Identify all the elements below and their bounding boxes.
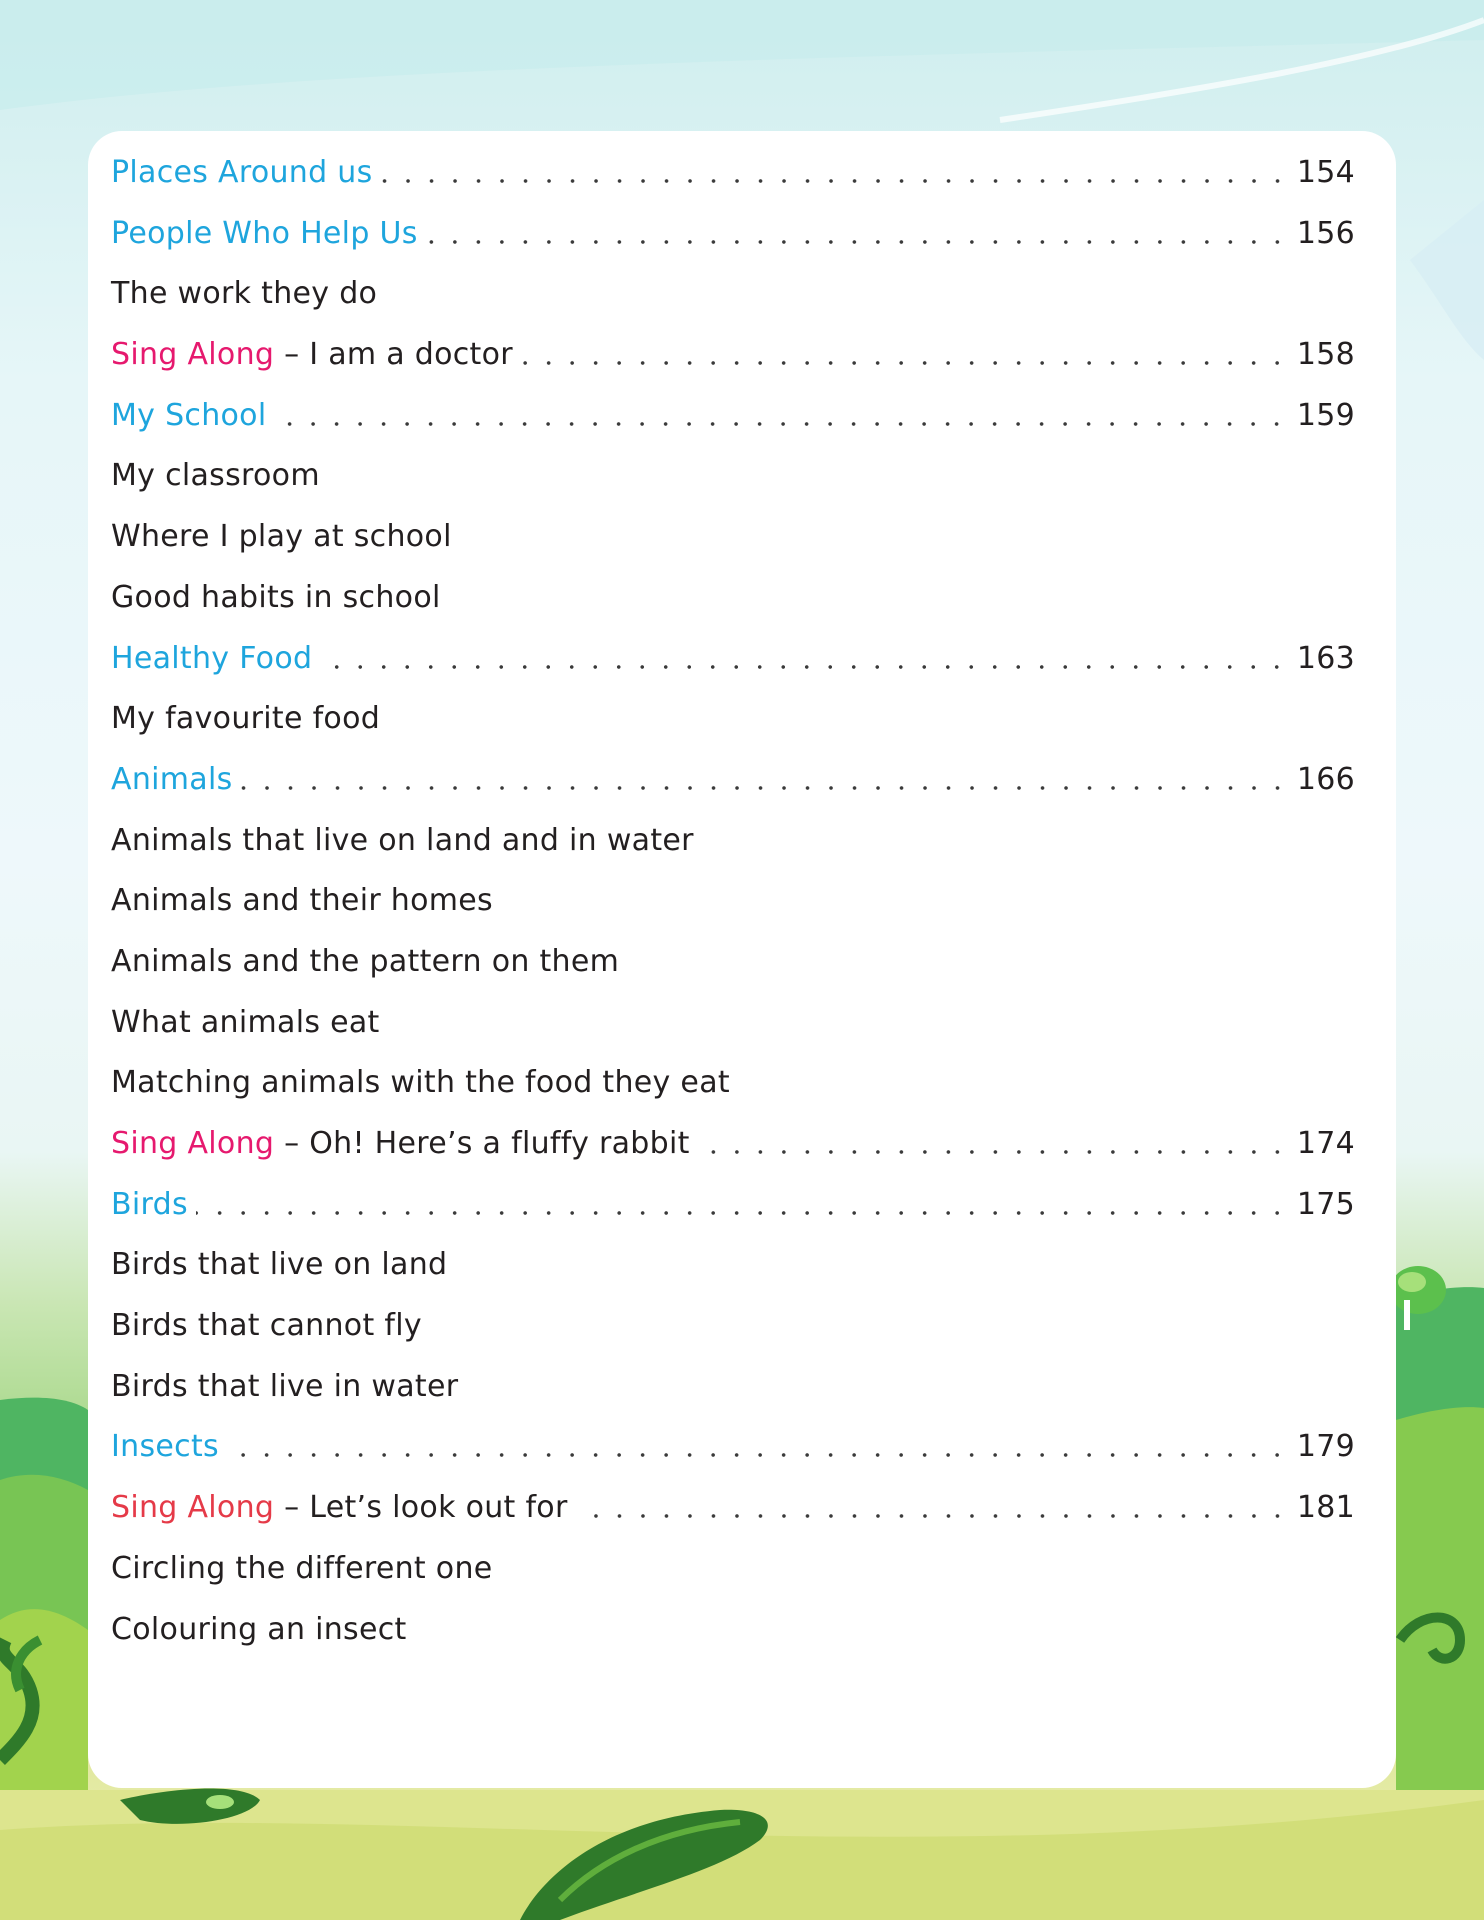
toc-row — [111, 823, 1355, 884]
toc-row[interactable] — [111, 398, 1355, 459]
toc-row[interactable] — [111, 1490, 1355, 1551]
toc-subentry-label: Animals and their homes — [111, 883, 493, 919]
toc-row[interactable] — [111, 1187, 1355, 1248]
toc-row — [111, 1065, 1355, 1126]
page-number: 166 — [1296, 761, 1355, 797]
toc-entry-label: Insects — [111, 1429, 219, 1465]
toc-row — [111, 519, 1355, 580]
toc-row[interactable] — [111, 762, 1355, 823]
toc-row[interactable] — [111, 1429, 1355, 1490]
toc-entry-label: People Who Help Us — [111, 215, 418, 251]
toc-row[interactable] — [111, 1126, 1355, 1187]
dot-leader — [274, 398, 1288, 428]
toc-entry-label: Birds — [111, 1186, 188, 1222]
dot-leader — [320, 641, 1288, 671]
toc-row — [111, 1308, 1355, 1369]
dot-leader — [521, 337, 1289, 367]
page-number: 163 — [1296, 640, 1355, 676]
toc-subentry-label: What animals eat — [111, 1004, 380, 1040]
toc-row — [111, 1005, 1355, 1066]
toc-subentry-label: Birds that live in water — [111, 1368, 459, 1404]
toc-row[interactable] — [111, 216, 1355, 277]
toc-row[interactable] — [111, 337, 1355, 398]
toc-row — [111, 701, 1355, 762]
page-number: 174 — [1296, 1126, 1355, 1161]
toc-entry-label: My School — [111, 397, 267, 433]
toc-row[interactable] — [111, 155, 1355, 216]
toc-row — [111, 1369, 1355, 1430]
toc-row — [111, 1247, 1355, 1308]
dot-leader — [576, 1490, 1289, 1520]
dot-leader — [698, 1126, 1289, 1156]
toc-subentry-label: Birds that live on land — [111, 1247, 448, 1283]
toc-entry-label: Places Around us — [111, 155, 373, 190]
toc-row[interactable] — [111, 641, 1355, 702]
toc-subentry-label: Animals that live on land and in water — [111, 822, 694, 858]
dot-leader — [196, 1187, 1289, 1217]
toc-row — [111, 276, 1355, 337]
toc-row — [111, 1612, 1355, 1673]
page-number: 179 — [1296, 1429, 1355, 1465]
page-number: 156 — [1296, 215, 1355, 251]
toc-entry-label: Sing Along – Oh! Here’s a fluffy rabbit — [111, 1126, 690, 1161]
toc-subentry-label: Matching animals with the food they eat — [111, 1065, 730, 1101]
toc-subentry-label: Good habits in school — [111, 579, 441, 615]
table-of-contents — [111, 155, 1355, 1672]
page-number: 175 — [1296, 1186, 1355, 1222]
dot-leader — [227, 1429, 1289, 1459]
toc-subentry-label: Animals and the pattern on them — [111, 943, 620, 979]
toc-subentry-label: Colouring an insect — [111, 1611, 407, 1647]
toc-subentry-label: Where I play at school — [111, 519, 452, 555]
toc-subentry-label: My favourite food — [111, 701, 381, 737]
dot-leader — [426, 216, 1289, 246]
toc-subentry-label: Birds that cannot fly — [111, 1308, 422, 1344]
toc-subentry-label: Circling the different one — [111, 1550, 493, 1586]
dot-leader — [241, 762, 1289, 792]
dot-leader — [381, 155, 1289, 185]
page-number: 181 — [1296, 1490, 1355, 1526]
toc-entry-label: Sing Along – Let’s look out for — [111, 1490, 568, 1526]
toc-entry-label: Sing Along – I am a doctor — [111, 337, 513, 373]
toc-subentry-label: The work they do — [111, 276, 378, 312]
toc-entry-label: Healthy Food — [111, 640, 313, 676]
toc-subentry-label: My classroom — [111, 458, 320, 494]
page-number: 154 — [1296, 155, 1355, 190]
toc-row — [111, 944, 1355, 1005]
toc-row — [111, 580, 1355, 641]
toc-row — [111, 458, 1355, 519]
page-number: 158 — [1296, 337, 1355, 373]
toc-row — [111, 883, 1355, 944]
toc-row — [111, 1551, 1355, 1612]
toc-entry-label: Animals — [111, 761, 233, 797]
page-number: 159 — [1296, 397, 1355, 433]
